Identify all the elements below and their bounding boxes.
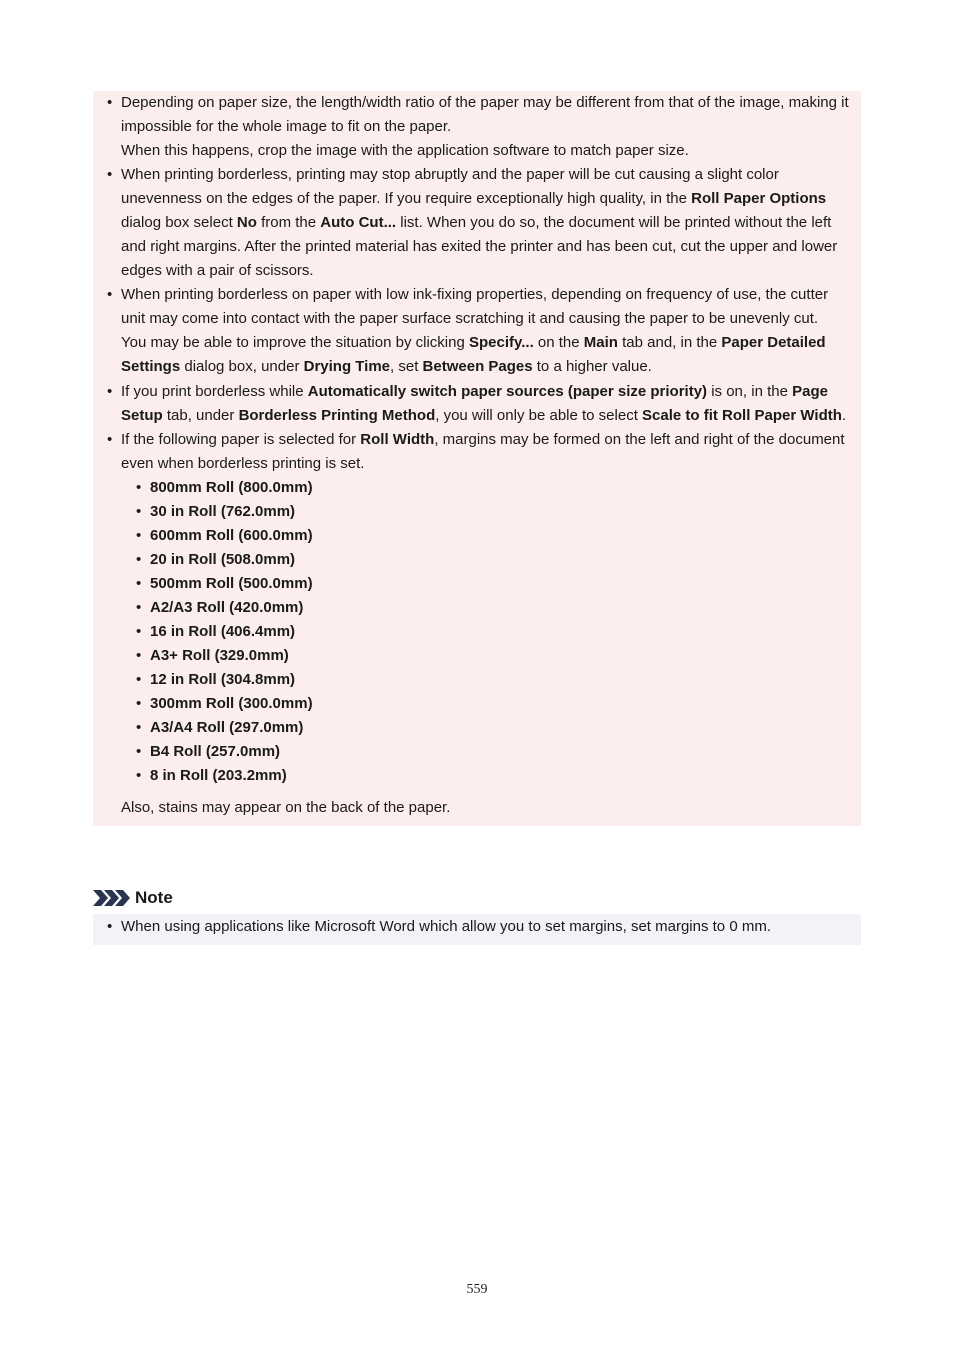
ui-term: Scale to fit Roll Paper Width: [642, 407, 842, 424]
roll-width-list: [121, 476, 851, 788]
bullet-text: • Depending on paper size, the length/width ratio of the paper may be different from that of the image, making it impossible for the whole image to fit on the paper.: [121, 94, 849, 135]
bullet-text: • If the following paper is selected for Roll Width, margins may be formed on the left and right of the document even when borderless printing is set.: [121, 431, 845, 472]
list-item: • When printing borderless, printing may stop abruptly and the paper will be cut causing a slight color unevenness on the edges of the paper. If you require exceptionally high quality, in the Roll Paper Options dialog box select No from the Auto Cut... list. When you do so, the document will be printed without the left and right margins. After the printed material has exited the printer and has been cut, cut the upper and lower edges with a pair of scissors.: [93, 163, 861, 283]
note-title: Note: [135, 888, 173, 907]
list-item: [93, 428, 861, 788]
list-item: • If you print borderless while Automatically switch paper sources (paper size priority) is on, in the Page Setup tab, under Borderless Printing Method, you will only be able to select Scale to fit Roll Paper Width.: [93, 380, 861, 428]
roll-width-item: • A3/A4 Roll (297.0mm): [121, 716, 851, 740]
note-heading: [93, 885, 173, 911]
list-item: • When using applications like Microsoft Word which allow you to set margins, set margins to 0 mm.: [93, 915, 861, 939]
ui-term: Automatically switch paper sources (paper size priority): [307, 383, 708, 400]
ui-term: No: [236, 214, 257, 231]
roll-width-item: • 300mm Roll (300.0mm): [121, 692, 851, 716]
stains-note: Also, stains may appear on the back of the paper.: [121, 799, 451, 816]
ui-term: Paper Detailed Settings: [121, 334, 826, 375]
ui-term: Roll Width: [360, 431, 435, 448]
bullet-text: • When printing borderless on paper with low ink-fixing properties, depending on frequency of use, the cutter unit may come into contact with the paper surface scratching it and causing the paper to be unevenly cut.: [121, 286, 829, 327]
ui-term: Borderless Printing Method: [238, 407, 436, 424]
ui-term: Auto Cut...: [320, 214, 397, 231]
bullet-text: You may be able to improve the situation by clicking Specify... on the Main tab and, in the Paper Detailed Settings dialog box, under Drying Time, set Between Pages to a higher value.: [121, 334, 826, 375]
note-box: [93, 914, 861, 945]
list-item: [93, 283, 861, 379]
important-notes-box: [93, 91, 861, 826]
list-item: [93, 91, 861, 163]
bullet-text: When this happens, crop the image with the application software to match paper size.: [121, 142, 689, 159]
ui-term: Main: [583, 334, 618, 351]
roll-width-item: • A2/A3 Roll (420.0mm): [121, 596, 851, 620]
roll-width-item: • 8 in Roll (203.2mm): [121, 764, 851, 788]
ui-term: Specify...: [468, 334, 534, 351]
roll-width-item: • 16 in Roll (406.4mm): [121, 620, 851, 644]
page-number: 559: [466, 1282, 488, 1297]
roll-width-item: • 600mm Roll (600.0mm): [121, 524, 851, 548]
roll-width-item: • A3+ Roll (329.0mm): [121, 644, 851, 668]
roll-width-item: • B4 Roll (257.0mm): [121, 740, 851, 764]
roll-width-item: • 20 in Roll (508.0mm): [121, 548, 851, 572]
important-list: [93, 91, 861, 788]
ui-term: Drying Time: [303, 358, 391, 375]
note-list: [93, 915, 861, 939]
ui-term: Between Pages: [422, 358, 533, 375]
roll-width-item: • 30 in Roll (762.0mm): [121, 500, 851, 524]
ui-term: Page Setup: [121, 383, 828, 424]
roll-width-item: • 12 in Roll (304.8mm): [121, 668, 851, 692]
roll-width-item: • 800mm Roll (800.0mm): [121, 476, 851, 500]
note-arrows-icon: [93, 890, 131, 906]
ui-term: Roll Paper Options: [691, 190, 827, 207]
roll-width-item: • 500mm Roll (500.0mm): [121, 572, 851, 596]
